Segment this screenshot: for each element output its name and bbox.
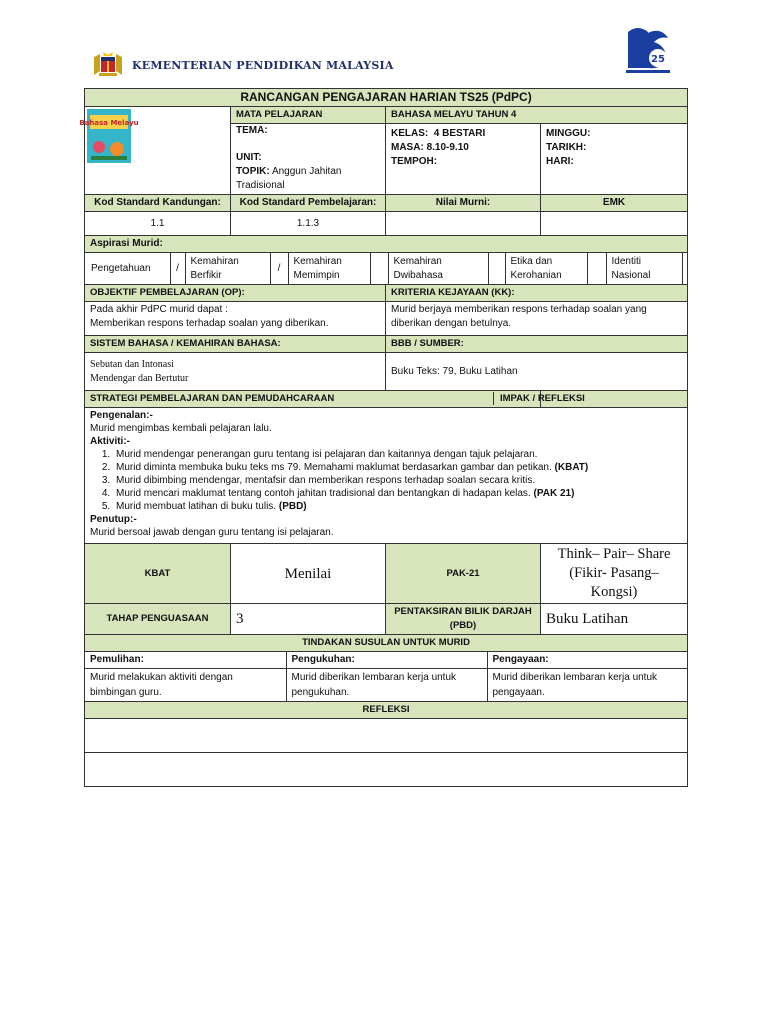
aspirasi-kemahiran-berfikir-mark: / — [270, 253, 288, 284]
pengenalan-label: Pengenalan:- — [90, 410, 153, 421]
strategi-label — [85, 391, 541, 408]
nilai-murni-value — [386, 212, 541, 236]
masa-line — [391, 141, 535, 155]
aktiviti-step — [113, 487, 682, 500]
penutup-label: Penutup:- — [90, 514, 137, 525]
refleksi-row-2 — [85, 753, 688, 787]
pbd-label: PENTAKSIRAN BILIK DARJAH (PBD) — [386, 604, 541, 635]
emk-value — [541, 212, 688, 236]
book-cover-cell — [79, 107, 231, 195]
refleksi-label: REFLEKSI — [85, 702, 688, 719]
kod-standard-kandungan-value: 1.1 — [85, 212, 231, 236]
aktiviti-list — [90, 448, 682, 513]
pak21-value: Think– Pair– Share (Fikir- Pasang– Kongsi) — [541, 544, 688, 604]
lesson-plan-table — [79, 88, 688, 787]
malaysia-crest-icon — [90, 51, 126, 79]
kod-standard-pembelajaran-value: 1.1.3 — [231, 212, 386, 236]
kbat-label: KBAT — [85, 544, 231, 604]
aspirasi-pengetahuan-mark: / — [170, 253, 185, 284]
kod-standard-kandungan-header: Kod Standard Kandungan: — [85, 195, 231, 212]
tindakan-susulan-label: TINDAKAN SUSULAN UNTUK MURID — [85, 635, 688, 652]
pengukuhan-label: Pengukuhan: — [286, 652, 487, 669]
minggu-label: MINGGU: — [546, 128, 591, 139]
op-label: OBJEKTIF PEMBELAJARAN (OP): — [85, 285, 386, 302]
masa-label: MASA: — [391, 142, 424, 153]
pengayaan-label: Pengayaan: — [487, 652, 688, 669]
aspirasi-identiti-nasional-mark — [682, 253, 699, 284]
sistem-bahasa-cell — [85, 353, 386, 391]
document-title: RANCANGAN PENGAJARAN HARIAN TS25 (PdPC) — [85, 89, 688, 107]
strategi-content — [85, 408, 688, 544]
refleksi-row-1 — [85, 719, 688, 753]
step-tag: (PAK 21) — [533, 488, 575, 499]
pemulihan-text: Murid melakukan aktiviti dengan bimbingan guru. — [90, 672, 233, 698]
step-text: Murid membuat latihan di buku tulis. — [116, 501, 277, 512]
kbat-value: Menilai — [231, 544, 386, 604]
step-text: Murid mencari maklumat tentang contoh jahitan tradisional dan bentangkan di hadapan kelas. — [116, 488, 531, 499]
step-text: Murid dibimbing mendengar, mentafsir dan memberikan respons terhadap soalan secara kritis. — [116, 475, 536, 486]
aktiviti-step — [113, 461, 682, 474]
op-line-2: Memberikan respons terhadap soalan yang diberikan. — [90, 318, 329, 329]
emk-header: EMK — [541, 195, 688, 212]
topik-label: TOPIK: — [236, 166, 270, 177]
sistem-bahasa-line-1: Sebutan dan Intonasi — [90, 358, 174, 370]
pengayaan-text: Murid diberikan lembaran kerja untuk pengayaan. — [487, 669, 688, 702]
kelas-line — [391, 127, 535, 141]
bbb-value: Buku Teks: 79, Buku Latihan — [386, 353, 688, 391]
impak-refleksi-label-text: IMPAK / REFLEKSI — [493, 392, 585, 405]
book-cover-title: Bahasa Melayu — [79, 119, 139, 127]
penutup-text: Murid bersoal jawab dengan guru tentang isi pelajaran. — [90, 527, 334, 538]
hari-label: HARI: — [546, 156, 574, 167]
ministry-name: KEMENTERIAN PENDIDIKAN MALAYSIA — [132, 58, 394, 72]
ts25-logo — [622, 24, 674, 78]
aspirasi-etika-kerohanian: Etika dan Kerohanian — [510, 255, 562, 281]
subject-value: BAHASA MELAYU TAHUN 4 — [386, 107, 688, 124]
logo-text: 25 — [651, 54, 665, 65]
aspirasi-kemahiran-dwibahasa-mark — [488, 253, 505, 284]
tindakan-grid — [85, 652, 688, 701]
aktiviti-step — [113, 448, 682, 461]
kk-label: KRITERIA KEJAYAAN (KK): — [386, 285, 688, 302]
aktiviti-label: Aktiviti:- — [90, 436, 130, 447]
masa-value: 8.10-9.10 — [426, 142, 469, 153]
strategi-label-text: STRATEGI PEMBELAJARAN DAN PEMUDAHCARAAN — [90, 393, 335, 404]
pengukuhan-text: Murid diberikan lembaran kerja untuk pengukuhan. — [286, 669, 487, 702]
aspirasi-kemahiran-dwibahasa: Kemahiran Dwibahasa — [393, 255, 443, 281]
aspirasi-pengetahuan: Pengetahuan — [91, 262, 151, 274]
aspirasi-kemahiran-memimpin: Kemahiran Memimpin — [293, 255, 342, 281]
aspirasi-kemahiran-berfikir: Kemahiran Berfikir — [190, 255, 239, 281]
pbd-value: Buku Latihan — [541, 604, 688, 635]
tempoh-label: TEMPOH: — [391, 156, 438, 167]
sistem-bahasa-line-2: Mendengar dan Bertutur — [90, 372, 189, 384]
pak21-label: PAK-21 — [386, 544, 541, 604]
sistem-bahasa-label: SISTEM BAHASA / KEMAHIRAN BAHASA: — [85, 336, 386, 353]
topik-line — [236, 165, 380, 193]
tarikh-label: TARIKH: — [546, 142, 587, 153]
impak-refleksi-label — [500, 391, 688, 408]
aktiviti-step — [113, 500, 682, 513]
pengenalan-text: Murid mengimbas kembali pelajaran lalu. — [90, 423, 272, 434]
textbook-cover-icon — [79, 109, 139, 163]
aktiviti-step — [113, 474, 682, 487]
tahap-penguasaan-label: TAHAP PENGUASAAN — [85, 604, 231, 635]
nilai-murni-header: Nilai Murni: — [386, 195, 541, 212]
step-text: Murid mendengar penerangan guru tentang isi pelajaran dan kaitannya dengan tajuk pelajaran. — [116, 449, 538, 460]
tema-unit-topik-cell — [231, 124, 386, 195]
kelas-label: KELAS: — [391, 128, 429, 139]
aspirasi-label: Aspirasi Murid: — [85, 236, 688, 253]
pemulihan-label: Pemulihan: — [85, 652, 286, 669]
kelas-masa-cell — [386, 124, 541, 195]
topik-value: Anggun Jahitan Tradisional — [236, 166, 342, 191]
aspirasi-items-cell — [85, 253, 688, 285]
aspirasi-etika-kerohanian-mark — [587, 253, 606, 284]
kk-text: Murid berjaya memberikan respons terhadap soalan yang diberikan dengan betulnya. — [386, 302, 688, 336]
aspirasi-grid — [85, 253, 699, 284]
tindakan-susulan-cell — [85, 652, 688, 702]
mata-pelajaran-label: MATA PELAJARAN — [231, 107, 386, 124]
kod-standard-pembelajaran-header: Kod Standard Pembelajaran: — [231, 195, 386, 212]
tema-label: TEMA: — [236, 125, 268, 136]
op-text-cell — [85, 302, 386, 336]
minggu-tarikh-hari-cell — [541, 124, 688, 195]
step-tag: (KBAT) — [554, 462, 589, 473]
unit-label: UNIT: — [236, 152, 262, 163]
step-tag: (PBD) — [278, 501, 307, 512]
tahap-penguasaan-value: 3 — [231, 604, 386, 635]
aspirasi-identiti-nasional: Identiti Nasional — [611, 255, 651, 281]
kelas-value: 4 BESTARI — [433, 128, 486, 139]
bbb-label: BBB / SUMBER: — [386, 336, 688, 353]
aspirasi-kemahiran-memimpin-mark — [370, 253, 388, 284]
ministry-header — [90, 50, 394, 80]
op-line-1: Pada akhir PdPC murid dapat : — [90, 304, 228, 315]
step-text: Murid diminta membuka buku teks ms 79. Memahami maklumat berdasarkan gambar dan petikan. — [116, 462, 552, 473]
